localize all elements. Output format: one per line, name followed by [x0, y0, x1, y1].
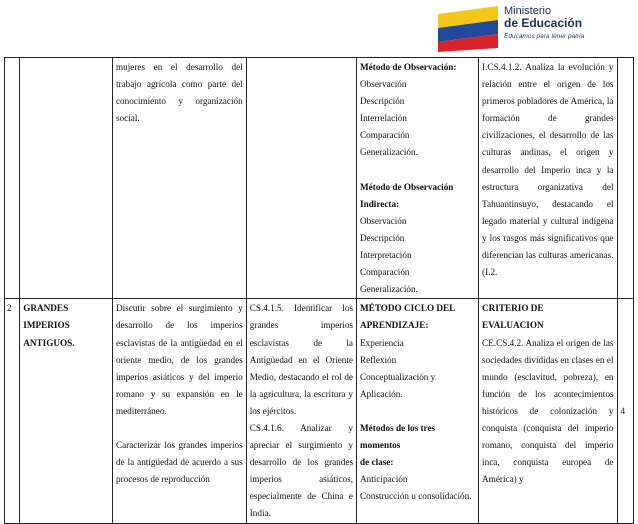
- metodo-step: Descripción: [360, 232, 405, 243]
- destreza-paragraph: Discutir sobre el surgimiento y desarrollo de los imperios esclavistas de la antigüedad en el oriente medio, de los grandes imperios asiáticos y del imperio romano y su expansión en le mediterráneo.: [115, 303, 243, 416]
- indicador-cell: I.CS.4.1.2. Analiza la evolución y relación entre el origen de los primeros pobladores de América, la formación de grandes civilizaciones, el desarrollo de las culturas andinas, el origen y desarrollo del Imperio inca y la estructura organizativa del Tahuantinsuyo, destacando el legado material y cultural indígena y los rasgos más significativos que diferencian las culturas americanas. (I.2.: [479, 58, 617, 299]
- table-row: [5, 299, 634, 523]
- destreza-cell: mujeres en el desarrollo del trabajo agrícola como parte del conocimiento y organización social.: [112, 58, 246, 299]
- metodo-cell: [357, 299, 479, 523]
- metodo-step: Comparación: [360, 267, 410, 278]
- flag-stripes-icon: [436, 4, 502, 52]
- metodo-step: Interpretación: [360, 250, 412, 261]
- evaluacion-text: CE.CS.4.2. Analiza el origen de las sociedades divididas en clases en el mundo (esclavitud, pobreza), en función de los acontecimientos históricos de colonización y conquista (conquista del imperio romano, conquista del imperio inca, conquista europea de América) y: [482, 337, 614, 485]
- metodo-step: Anticipación: [360, 474, 408, 485]
- criterio-paragraph: CS.4.1.5. Identificar los grandes imperios esclavistas de la Antigüedad en el Oriente Medio, destacando el rol de la agricultura, la escritura y los ejércitos.: [249, 303, 354, 416]
- table-row: [5, 58, 634, 299]
- periodos-cell: [617, 58, 633, 299]
- metodo-heading: Método de Observación: [360, 181, 454, 192]
- metodo-step: Experiencia: [360, 337, 404, 348]
- evaluacion-cell: [479, 299, 617, 523]
- metodo-heading: de clase:: [360, 457, 394, 468]
- metodo-step: Observación: [360, 215, 407, 226]
- criterio-cell: [246, 299, 356, 523]
- unit-title-line: IMPERIOS: [23, 320, 70, 331]
- row-number-cell: [5, 58, 20, 299]
- metodo-step: Comparación: [360, 130, 410, 141]
- blank-line: [116, 420, 243, 437]
- metodo-step: Construcción u consolidación.: [360, 491, 472, 502]
- logo-slogan: Educamos para tener patria: [504, 33, 585, 40]
- metodo-step: Reflexión: [360, 354, 397, 365]
- planning-table: [4, 57, 634, 524]
- criterio-paragraph: CS.4.1.6. Analizar y apreciar el surgimiento y desarrollo de los grandes imperios asiáticos, especialmente de China e India.: [249, 422, 354, 519]
- unit-title-line: ANTIGUOS.: [23, 337, 75, 348]
- metodo-cell: [357, 58, 479, 299]
- evaluacion-heading: CRITERIO DE: [482, 303, 544, 314]
- metodo-heading: APRENDIZAJE:: [360, 320, 429, 331]
- metodo-step: Observación: [360, 79, 407, 90]
- evaluacion-heading: EVALUACION: [482, 320, 544, 331]
- metodo-heading: Indirecta:: [360, 198, 400, 209]
- logo-line1: Ministerio: [504, 5, 552, 17]
- metodo-heading: Método de Observación:: [360, 62, 457, 72]
- criterio-cell: [246, 58, 356, 299]
- metodo-step: Conceptualización y: [360, 371, 436, 382]
- unit-title-line: GRANDES: [23, 303, 69, 314]
- metodo-heading: Métodos de los tres momentos: [360, 422, 436, 451]
- metodo-step: Descripción: [360, 96, 405, 107]
- unit-title-cell: [20, 299, 113, 523]
- metodo-heading: MÉTODO CICLO DEL: [360, 303, 456, 314]
- unit-title-cell: [20, 58, 113, 299]
- logo-line2: de Educación: [504, 16, 583, 30]
- blank-line: [360, 162, 475, 179]
- metodo-step: Interrelación: [360, 113, 407, 124]
- periodos-cell: 4: [617, 299, 633, 523]
- metodo-step: Generalización.: [360, 147, 418, 158]
- destreza-paragraph: Caracterizar los grandes imperios de la antigüedad de acuerdo a sus procesos de reproducción: [115, 440, 243, 485]
- row-number-cell: 2: [5, 299, 20, 523]
- blank-line: [360, 403, 475, 420]
- metodo-step: Generalización.: [360, 284, 418, 295]
- metodo-step: Aplicación.: [360, 388, 403, 399]
- destreza-cell: [112, 299, 246, 523]
- ministerio-logo: [436, 4, 636, 54]
